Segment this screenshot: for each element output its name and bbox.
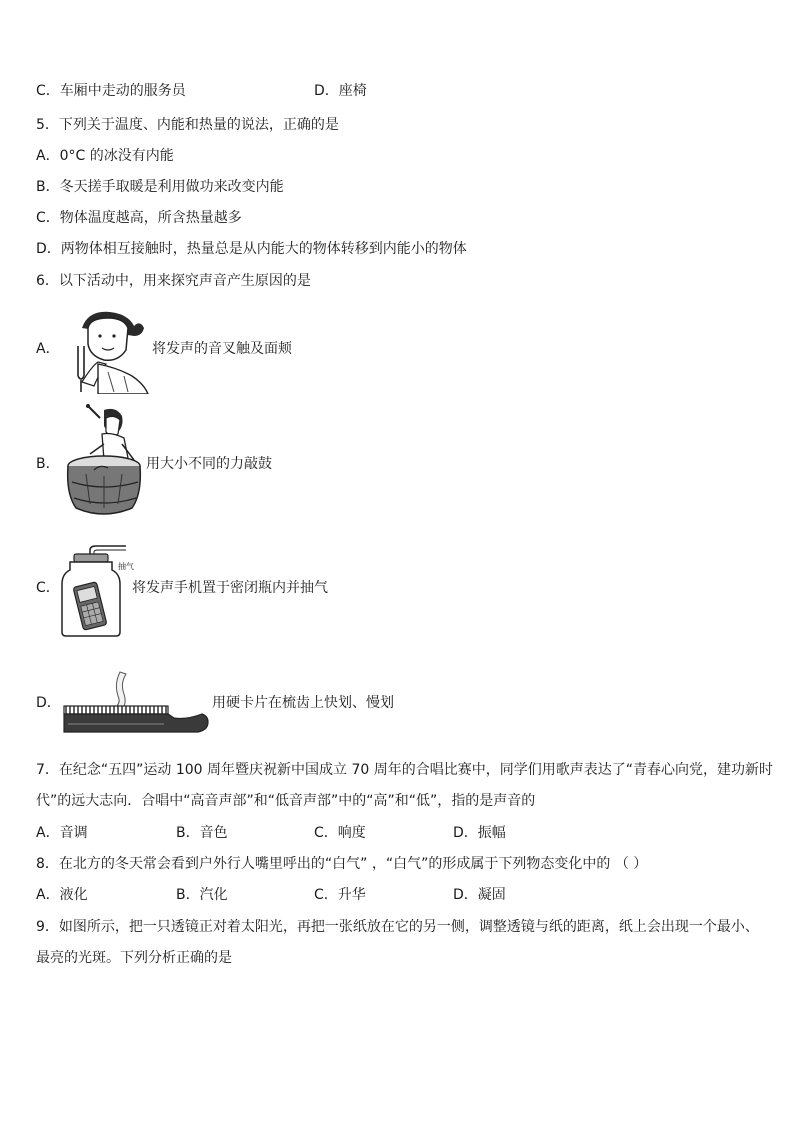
q8-option-b: B．汽化 <box>176 887 228 903</box>
q5-option-d: D．两物体相互接触时，热量总是从内能大的物体转移到内能小的物体 <box>36 241 467 257</box>
q9-stem-line1: 9．如图所示，把一只透镜正对着太阳光，再把一张纸放在它的另一侧，调整透镜与纸的距离，纸上会出现一个最小、 <box>36 919 759 935</box>
q5-option-c: C．物体温度越高，所含热量越多 <box>36 210 242 226</box>
q5-option-a: A．0°C 的冰没有内能 <box>36 148 174 164</box>
q6-option-c-letter: C． <box>36 580 60 596</box>
sealed-jar-figure <box>60 544 130 638</box>
q6-stem: 6．以下活动中，用来探究声音产生原因的是 <box>36 273 311 289</box>
q7-option-b: B．音色 <box>176 825 228 841</box>
q7-option-d: D．振幅 <box>453 825 506 841</box>
q5-option-b: B．冬天搓手取暖是利用做功来改变内能 <box>36 179 284 195</box>
comb-card-figure <box>62 670 210 740</box>
q6-option-d-text: 用硬卡片在梳齿上快划、慢划 <box>212 695 394 711</box>
q9-stem-line2: 最亮的光斑。下列分析正确的是 <box>36 950 232 966</box>
q6-option-b-letter: B． <box>36 456 60 472</box>
q5-stem: 5．下列关于温度、内能和热量的说法，正确的是 <box>36 117 339 133</box>
q7-stem-line2: 代”的远大志向．合唱中“高音声部”和“低音声部”中的“高”和“低”，指的是声音的 <box>36 793 536 809</box>
q4-option-c: C．车厢中走动的服务员 <box>36 83 186 99</box>
q7-stem-line1: 7．在纪念“五四”运动 100 周年暨庆祝新中国成立 70 周年的合唱比赛中，同学们用歌声表达了“青春心向党，建功新时 <box>36 762 774 778</box>
q6-option-a-letter: A． <box>36 341 60 357</box>
q6-option-c-text: 将发声手机置于密闭瓶内并抽气 <box>132 580 328 596</box>
q6-option-a-text: 将发声的音叉触及面颊 <box>152 341 292 357</box>
jar-pump-label: 抽气 <box>118 562 134 571</box>
q4-option-d: D．座椅 <box>314 83 367 99</box>
q7-option-a: A．音调 <box>36 825 88 841</box>
q7-option-c: C．响度 <box>314 825 366 841</box>
tuning-fork-figure <box>68 306 150 394</box>
q8-option-d: D．凝固 <box>453 887 506 903</box>
q8-stem: 8．在北方的冬天常会看到户外行人嘴里呼出的“白气” ，“白气”的形成属于下列物态变化中的 （ ） <box>36 856 648 872</box>
q6-option-b-text: 用大小不同的力敲鼓 <box>146 456 272 472</box>
q8-option-c: C．升华 <box>314 887 366 903</box>
drum-figure <box>64 404 146 520</box>
q6-option-d-letter: D． <box>36 695 61 711</box>
q8-option-a: A．液化 <box>36 887 88 903</box>
